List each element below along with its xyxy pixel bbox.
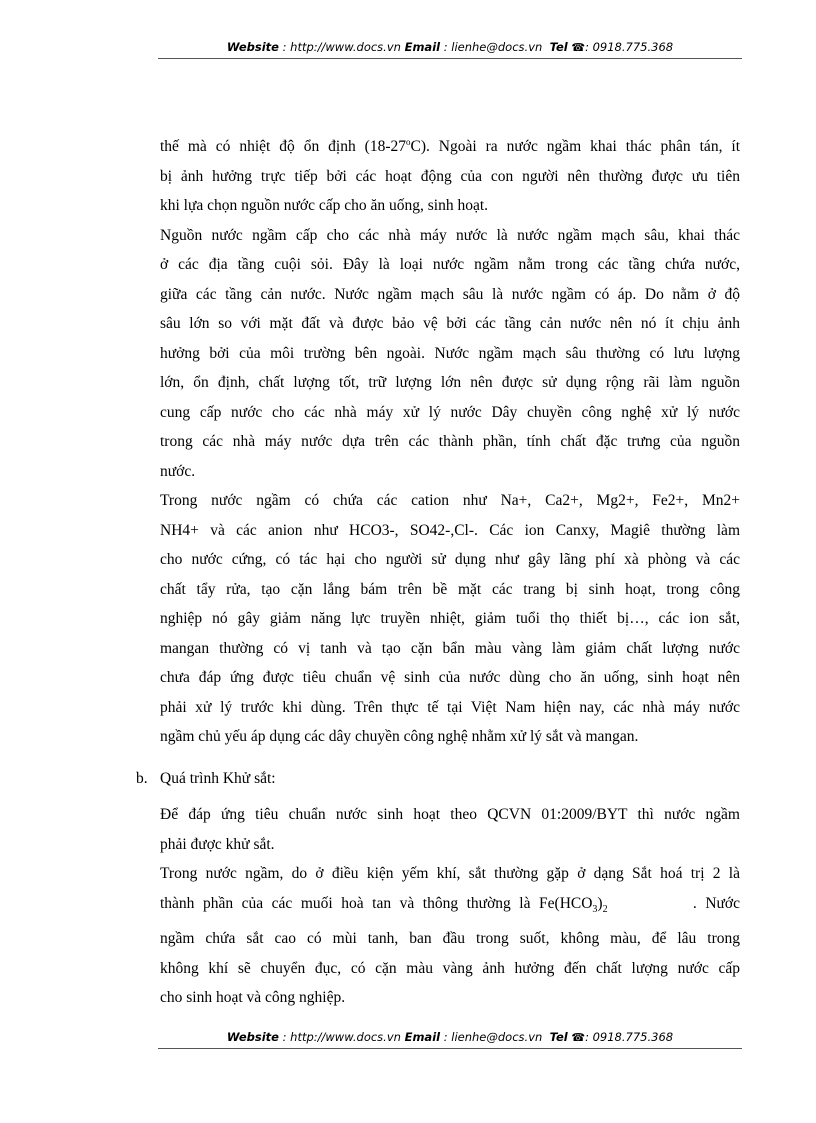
text-line: chưa đáp ứng được tiêu chuẩn vệ sinh của nước dùng cho ăn uống, sinh hoạt nên (160, 669, 740, 687)
list-marker: b. (136, 770, 148, 787)
page-footer (158, 1030, 742, 1044)
text-line: Trong nước ngầm, do ở điều kiện yếm khí, sắt thường gặp ở dạng Sắt hoá trị 2 là (160, 865, 740, 882)
text-line: giữa các tầng cản nước. Nước ngầm mạch sâu là nước ngầm có áp. Do nằm ở độ (160, 285, 740, 303)
text-line: hưởng bởi của môi trường bên ngoài. Nước ngầm mạch sâu thường có lưu lượng (160, 344, 740, 362)
footer-divider (158, 1048, 742, 1049)
text-line: nước. (160, 462, 196, 480)
phone-icon: ☎ (571, 1031, 586, 1044)
phone-icon: ☎ (571, 41, 586, 54)
text-line: mangan thường có vị tanh và tạo cặn bẩn màu vàng làm giảm chất lượng nước (160, 639, 740, 657)
text-line (160, 889, 740, 925)
body-text-block (160, 800, 740, 1013)
paragraph-groundwater-source (160, 221, 740, 487)
text-line: cho sinh hoạt và công nghiệp. (160, 989, 346, 1007)
footer-email-label: Email (404, 1030, 441, 1044)
text-line: Nguồn nước ngầm cấp cho các nhà máy nước là nước ngầm mạch sâu, khai thác (160, 226, 740, 244)
text-line: trong các nhà máy nước dựa trên các thành phần, tính chất đặc trưng của nguồn (160, 433, 740, 451)
body-text-block (160, 128, 740, 752)
text-line: khi lựa chọn nguồn nước cấp cho ăn uống, sinh hoạt. (160, 197, 489, 215)
text-line: nghiệp nó gây giảm năng lực truyền nhiệt, giảm tuổi thọ thiết bị…, các ion sắt, (160, 610, 740, 628)
text-line: ở các địa tầng cuội sỏi. Đây là loại nước ngầm nằm trong các tầng chứa nước, (160, 256, 740, 274)
text-fragment: thành phần của các muối hoà tan và thông thường là Fe(HCO (160, 894, 593, 912)
text-fragment: ) (597, 894, 603, 912)
header-tel-value: : 0918.775.368 (585, 40, 674, 54)
text-fragment: . Nước (692, 894, 741, 912)
text-line: sâu lớn so với mặt đất và được bảo vệ bởi các tầng cản nước nên nó ít chịu ảnh (160, 315, 740, 333)
header-website-label: Website (226, 40, 279, 54)
text-line: bị ảnh hưởng trực tiếp bởi các hoạt động của con người nên thường được ưu tiên (160, 167, 740, 185)
header-separator: : (278, 40, 291, 54)
text-line: lớn, ổn định, chất lượng tốt, trữ lượng lớn nên được sử dụng rộng rãi làm nguồn (160, 374, 740, 392)
header-separator: : (440, 40, 452, 54)
paragraph-iron (160, 859, 740, 1013)
paragraph-continuation (160, 128, 740, 221)
paragraph-ions (160, 486, 740, 752)
page-header (158, 40, 742, 54)
text-line: Trong nước ngầm có chứa các cation như Na+, Ca2+, Mg2+, Fe2+, Mn2+ (160, 492, 740, 510)
header-email-value[interactable]: lienhe@docs.vn (451, 40, 543, 54)
text-line: phải xử lý trước khi dùng. Trên thực tế tại Việt Nam hiện nay, các nhà máy nước (160, 698, 740, 716)
text-line: ngầm chứa sắt cao có mùi tanh, ban đầu trong suốt, không màu, để lâu trong (160, 930, 740, 948)
text-line: NH4+ và các anion như HCO3-, SO42-,Cl-. Các ion Canxy, Magiê thường làm (160, 521, 740, 539)
subscript: 3 (592, 903, 598, 915)
subscript: 2 (602, 903, 608, 915)
text-line: chất tẩy rửa, tạo cặn lắng bám trên bề mặt các trang bị sinh hoạt, trong công (160, 580, 740, 598)
header-divider (158, 58, 742, 59)
paragraph-standard (160, 800, 740, 859)
section-heading: Quá trình Khử sắt: (160, 770, 276, 787)
text-line: ngầm chủ yếu áp dụng các dây chuyền công nghệ nhằm xử lý sắt và mangan. (160, 728, 639, 746)
text-line: cung cấp nước cho các nhà máy xử lý nước Dây chuyền công nghệ xử lý nước (160, 403, 740, 421)
text-line: cho nước cứng, có tác hại cho người sử dụng như gây lãng phí xà phòng và các (160, 551, 740, 569)
footer-tel-value: : 0918.775.368 (585, 1030, 674, 1044)
text-line: Để đáp ứng tiêu chuẩn nước sinh hoạt theo QCVN 01:2009/BYT thì nước ngầm (160, 806, 740, 823)
text-line: không khí sẽ chuyển đục, có cặn màu vàng ảnh hưởng đến chất lượng nước cấp (160, 959, 740, 977)
text-line: thế mà có nhiệt độ ổn định (18-27$^o$C). Ngoài ra nước ngầm khai thác phân tán, ít (160, 137, 740, 156)
footer-separator: : (278, 1030, 291, 1044)
header-email-label: Email (404, 40, 441, 54)
footer-tel-label: Tel (549, 1030, 568, 1044)
footer-email-value[interactable]: lienhe@docs.vn (451, 1030, 543, 1044)
header-tel-label: Tel (549, 40, 568, 54)
footer-website-label: Website (226, 1030, 279, 1044)
text-line: phải được khử sắt. (160, 835, 275, 853)
footer-separator: : (440, 1030, 452, 1044)
header-website-url[interactable]: http://www.docs.vn (290, 40, 401, 54)
footer-website-url[interactable]: http://www.docs.vn (290, 1030, 401, 1044)
